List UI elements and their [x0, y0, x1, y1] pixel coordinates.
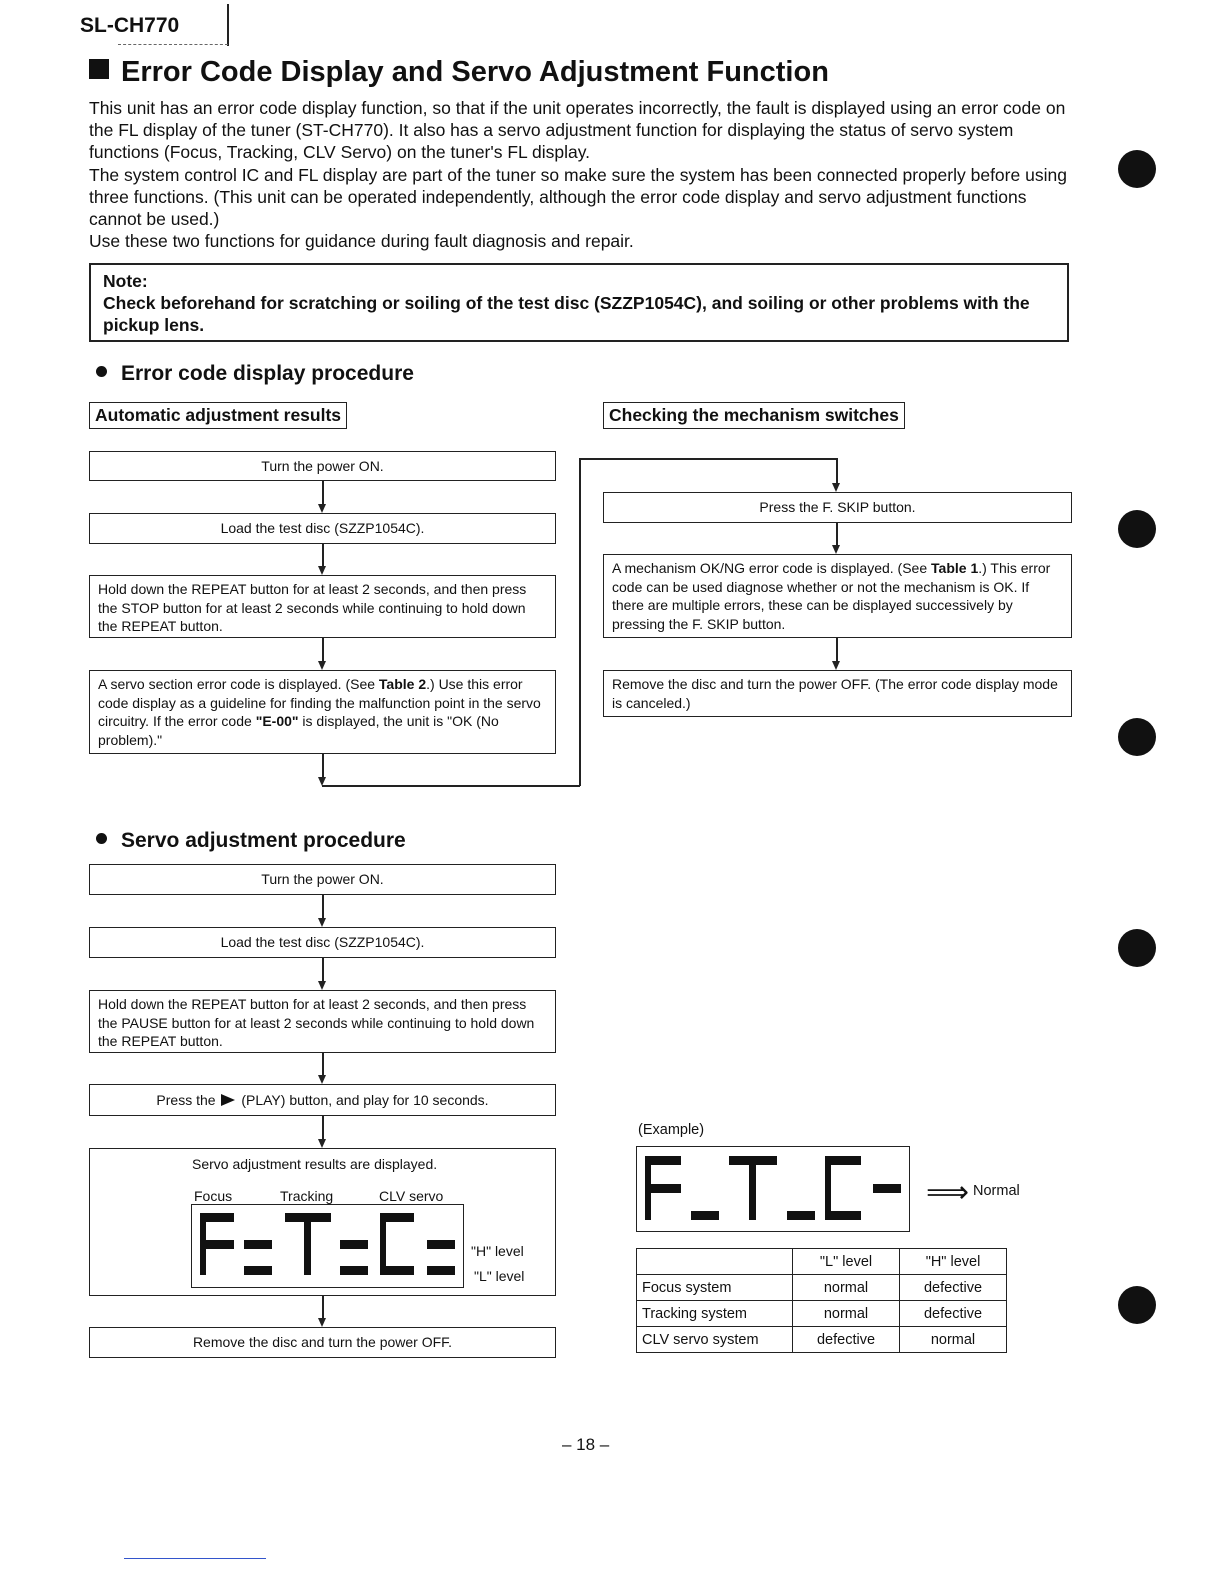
h-level-label: "H" level: [471, 1243, 524, 1259]
servo-step4-text-a: Press the: [156, 1092, 216, 1108]
example-label: (Example): [638, 1122, 705, 1138]
arrow-down-icon: [318, 661, 326, 670]
example-result: Normal: [973, 1183, 1020, 1199]
arrow-down-icon: [832, 661, 840, 670]
fl-segment: [427, 1266, 455, 1275]
flow-connector: [322, 1296, 324, 1319]
arrow-down-icon: [318, 566, 326, 575]
servo-step4-text-b: (PLAY) button, and play for 10 seconds.: [241, 1092, 489, 1108]
punch-hole-icon: [1118, 150, 1156, 188]
mech-step-power-off: Remove the disc and turn the power OFF. (The error code display mode is canceled.): [603, 670, 1072, 717]
footer-line: [124, 1558, 266, 1559]
flow-connector: [322, 481, 324, 505]
table-row: [637, 1301, 1007, 1327]
flow-connector: [322, 895, 324, 919]
servo-step-power-off: Remove the disc and turn the power OFF.: [89, 1327, 556, 1358]
table-cell: CLV servo system: [637, 1327, 793, 1353]
error-section-heading: [96, 362, 414, 386]
table-header-cell: "L" level: [793, 1249, 900, 1275]
servo-step-load-disc: Load the test disc (SZZP1054C).: [89, 927, 556, 958]
loop-connector: [579, 458, 837, 460]
page-title: [89, 56, 829, 89]
flow-connector: [836, 523, 838, 546]
bullet-icon: [96, 833, 107, 844]
tracking-label: Tracking: [280, 1188, 334, 1204]
table-cell: normal: [900, 1327, 1007, 1353]
fl-segment: [380, 1266, 414, 1275]
fl-segment: [340, 1266, 368, 1275]
bullet-icon: [96, 366, 107, 377]
arrow-down-icon: [318, 1075, 326, 1084]
flow-connector: [836, 458, 838, 484]
fl-segment: [691, 1211, 719, 1220]
table-1-ref: Table 1: [931, 560, 979, 576]
fl-segment: [304, 1213, 311, 1275]
header-underline: [118, 44, 228, 46]
mech-step2-text-a: A mechanism OK/NG error code is displayed. (See: [612, 560, 932, 576]
fl-segment: [873, 1184, 901, 1193]
arrow-down-icon: [832, 483, 840, 492]
l-level-label: "L" level: [474, 1268, 525, 1284]
flow-connector: [322, 638, 324, 662]
intro-paragraph-2: The system control IC and FL display are part of the tuner so make sure the system has been connected properly before using three functions. (This unit can be operated independently, although the error code display and servo adjustment functions cannot be used.): [89, 164, 1067, 230]
fl-segment: [200, 1240, 234, 1249]
table-cell: defective: [900, 1275, 1007, 1301]
auto-step4-text-b: .) Use this error code display as a guideline for finding the malfunction point in the servo circuitry. If the error code: [98, 676, 541, 729]
table-2-ref: Table 2: [378, 676, 427, 692]
page-number: – 18 –: [562, 1435, 610, 1454]
page-title-text: Error Code Display and Servo Adjustment Function: [121, 56, 829, 88]
note-label: Note:: [103, 271, 148, 291]
focus-label: Focus: [194, 1188, 233, 1204]
intro-paragraph-3: Use these two functions for guidance during fault diagnosis and repair.: [89, 231, 634, 252]
flow-connector: [836, 638, 838, 662]
level-results-table: [636, 1248, 1007, 1353]
loop-connector: [579, 458, 581, 786]
fl-display-servo: [191, 1204, 464, 1288]
intro-paragraph-1: This unit has an error code display function, so that if the unit operates incorrectly, the fault is displayed using an error code on the FL display of the tuner (ST-CH770). It also has a servo adjustment function for displaying the status of servo system functions (Focus, Tracking, CLV Servo) on the tuner's FL display.: [89, 98, 1066, 163]
auto-step-power-on: Turn the power ON.: [89, 451, 556, 481]
table-row: [637, 1275, 1007, 1301]
auto-step4-text-a: A servo section error code is displayed. (See: [98, 676, 379, 692]
table-cell: defective: [900, 1301, 1007, 1327]
mech-step-error-code: [603, 554, 1072, 638]
servo-results-text: Servo adjustment results are displayed.: [192, 1156, 438, 1172]
fl-segment: [427, 1240, 455, 1249]
square-bullet-icon: [89, 59, 109, 79]
error-section-heading-text: Error code display procedure: [121, 362, 414, 385]
mech-step-fskip: Press the F. SKIP button.: [603, 492, 1072, 523]
header-divider: [227, 4, 229, 46]
intro-text: [89, 97, 1079, 252]
servo-section-heading: [96, 829, 406, 853]
fl-segment: [749, 1156, 756, 1220]
table-cell: Focus system: [637, 1275, 793, 1301]
table-header-cell: [637, 1249, 793, 1275]
fl-segment: [645, 1184, 681, 1193]
table-cell: defective: [793, 1327, 900, 1353]
arrow-down-icon: [318, 918, 326, 927]
servo-step-play: [89, 1084, 556, 1116]
auto-step-load-disc: Load the test disc (SZZP1054C).: [89, 513, 556, 544]
punch-hole-icon: [1118, 1286, 1156, 1324]
servo-results-box: [89, 1148, 556, 1296]
arrow-down-icon: [318, 1139, 326, 1148]
play-icon: [221, 1094, 235, 1106]
servo-step-power-on: Turn the power ON.: [89, 864, 556, 895]
servo-step-hold-repeat: Hold down the REPEAT button for at least 2 seconds, and then press the PAUSE button for at least 2 seconds while continuing to hold down the REPEAT button.: [89, 990, 556, 1053]
mech-step2-text-b: .) This error code can be used diagnose whether or not the mechanism is OK. If there are multiple errors, these can be displayed successively by pressing the F. SKIP button.: [612, 560, 1051, 632]
auto-adjust-title: Automatic adjustment results: [89, 402, 347, 429]
mech-switch-title: Checking the mechanism switches: [603, 402, 905, 429]
table-row: [637, 1327, 1007, 1353]
note-box: [89, 263, 1069, 342]
table-header-cell: "H" level: [900, 1249, 1007, 1275]
loop-connector: [322, 785, 580, 787]
flow-connector: [322, 1053, 324, 1076]
fl-segment: [244, 1240, 272, 1249]
punch-hole-icon: [1118, 718, 1156, 756]
arrow-down-icon: [318, 1318, 326, 1327]
flow-connector: [322, 754, 324, 778]
table-cell: normal: [793, 1301, 900, 1327]
flow-connector: [322, 544, 324, 567]
auto-step-hold-repeat: Hold down the REPEAT button for at least 2 seconds, and then press the STOP button for at least 2 seconds while continuing to hold down the REPEAT button.: [89, 575, 556, 638]
fl-segment: [340, 1240, 368, 1249]
arrow-down-icon: [832, 545, 840, 554]
servo-section-heading-text: Servo adjustment procedure: [121, 829, 406, 852]
note-text: Check beforehand for scratching or soiling of the test disc (SZZP1054C), and soiling or other problems with the pickup lens.: [103, 293, 1030, 335]
fl-segment: [244, 1266, 272, 1275]
table-cell: normal: [793, 1275, 900, 1301]
arrow-down-icon: [318, 504, 326, 513]
auto-step-error-code: [89, 670, 556, 754]
table-cell: Tracking system: [637, 1301, 793, 1327]
clv-servo-label: CLV servo: [379, 1188, 444, 1204]
auto-step4-text-c: is displayed, the unit is "OK (No problem).": [98, 713, 499, 748]
flow-connector: [322, 1116, 324, 1140]
right-double-arrow-icon: ⟹: [926, 1176, 970, 1209]
punch-hole-icon: [1118, 510, 1156, 548]
flow-connector: [322, 958, 324, 982]
arrow-down-icon: [318, 981, 326, 990]
fl-display-example: [636, 1146, 910, 1232]
table-header-row: [637, 1249, 1007, 1275]
fl-segment: [787, 1211, 815, 1220]
punch-hole-icon: [1118, 929, 1156, 967]
error-code-e00: "E-00": [255, 713, 299, 729]
model-number: SL-CH770: [80, 14, 180, 37]
fl-segment: [825, 1211, 861, 1220]
